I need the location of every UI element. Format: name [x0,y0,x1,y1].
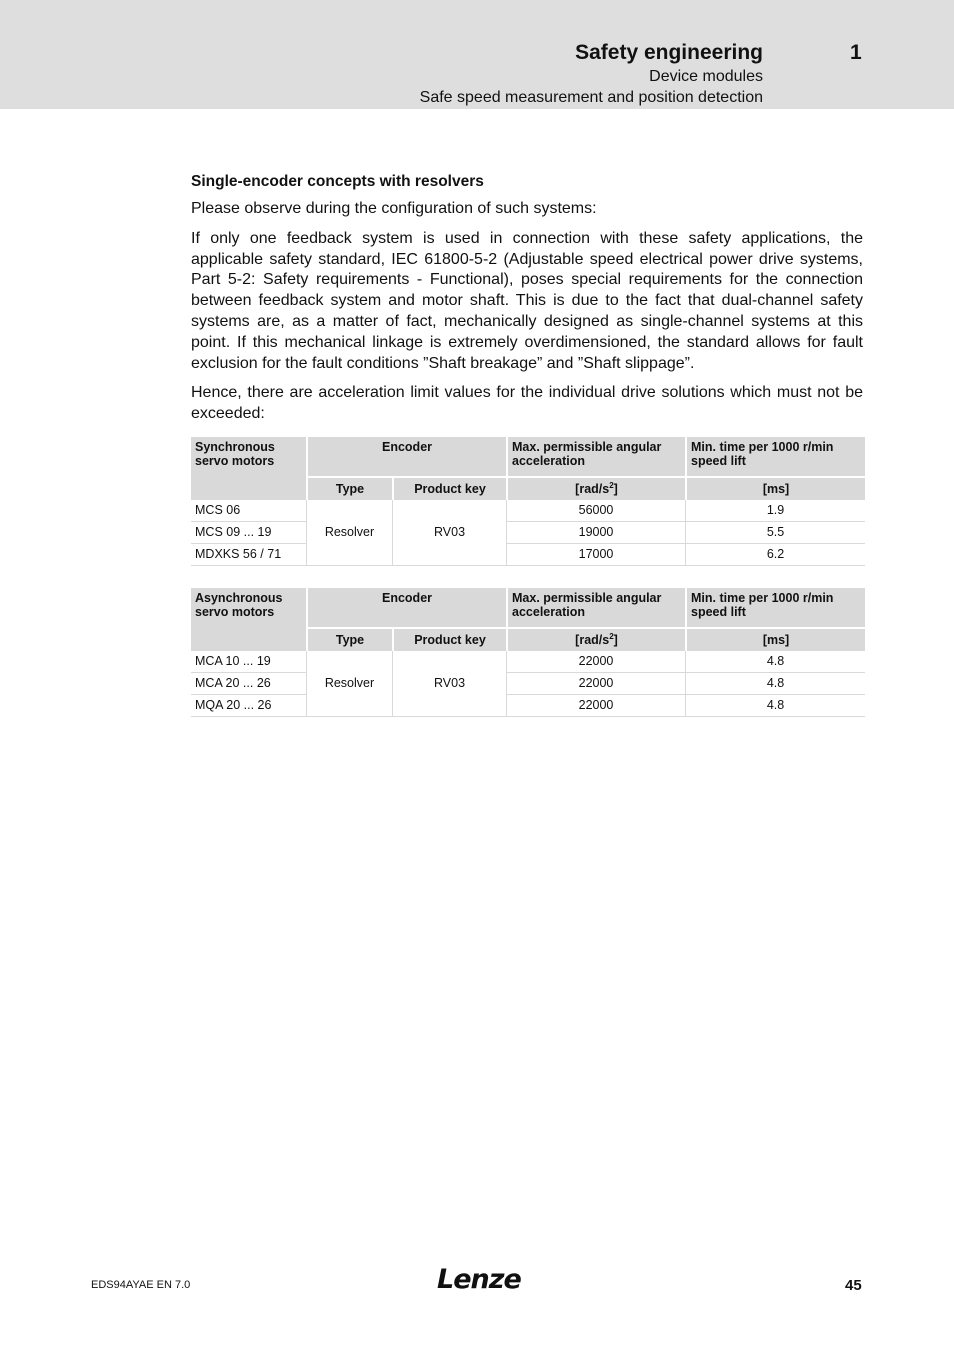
motor-cell: MDXKS 56 / 71 [191,544,306,566]
type-cell: Resolver [306,500,392,566]
time-cell: 4.8 [685,695,865,717]
product-key-header: Product key [392,627,506,651]
type-cell: Resolver [306,651,392,717]
table-row [191,500,865,522]
product-key-cell: RV03 [392,651,506,717]
encoder-header: Encoder [306,437,506,476]
motor-cell: MCS 09 ... 19 [191,522,306,544]
product-key-header: Product key [392,476,506,500]
table-row [191,651,865,673]
min-time-header: Min. time per 1000 r/min speed lift [685,437,865,476]
accel-cell: 22000 [506,673,685,695]
table-row [191,522,865,544]
time-cell: 6.2 [685,544,865,566]
encoder-header: Encoder [306,588,506,627]
time-unit-header: [ms] [685,627,865,651]
accel-unit-header: $[rad/s^2]$ [506,476,685,500]
table-row [191,544,865,566]
page-title: Safety engineering [575,41,763,64]
motor-cell: MCS 06 [191,500,306,522]
time-cell: 4.8 [685,651,865,673]
motor-column-header: Synchronous servo motors [191,437,306,500]
motor-column-header: Asynchronous servo motors [191,588,306,651]
synchronous-motor-table [191,437,865,566]
time-cell: 1.9 [685,500,865,522]
lenze-logo: Lenze [437,1264,521,1295]
accel-cell: 22000 [506,695,685,717]
chapter-number: 1 [850,41,862,64]
header-subtitle-2: Safe speed measurement and position detection [419,89,763,106]
min-time-header: Min. time per 1000 r/min speed lift [685,588,865,627]
time-cell: 5.5 [685,522,865,544]
accel-unit-header: $[rad/s^2]$ [506,627,685,651]
product-key-cell: RV03 [392,500,506,566]
document-id: EDS94AYAE EN 7.0 [91,1279,191,1291]
type-header: Type [306,476,392,500]
max-accel-header: Max. permissible angular acceleration [506,437,685,476]
accel-cell: 56000 [506,500,685,522]
time-cell: 4.8 [685,673,865,695]
time-unit-header: [ms] [685,476,865,500]
type-header: Type [306,627,392,651]
accel-cell: 22000 [506,651,685,673]
table-spacer [191,566,863,588]
accel-cell: 19000 [506,522,685,544]
conclusion-paragraph: Hence, there are acceleration limit values for the individual drive solutions which must not be exceeded: [191,384,863,423]
motor-cell: MCA 10 ... 19 [191,651,306,673]
intro-paragraph: Please observe during the configuration of such systems: [191,200,597,217]
table-row [191,673,865,695]
body-paragraph: If only one feedback system is used in connection with these safety applications, the applicable safety standard, IEC 61800-5-2 (Adjustable speed electrical power drive systems, Part 5-2: Safety requirements - Functional), poses special requirements for the connection between feedback system and motor shaft. This is due to the fact that dual-channel safety systems are, as a matter of fact, mechanically designed as single-channel systems at this point. If this mechanical linkage is extremely overdimensioned, the standard allows for fault exclusion for the fault conditions ”Shaft breakage” and ”Shaft slippage”. [191,229,863,372]
accel-cell: 17000 [506,544,685,566]
motor-cell: MQA 20 ... 26 [191,695,306,717]
section-heading: Single-encoder concepts with resolvers [191,173,484,190]
table-row [191,695,865,717]
header-subtitle-1: Device modules [649,68,763,85]
page-number: 45 [845,1277,862,1294]
asynchronous-motor-table [191,588,865,717]
motor-cell: MCA 20 ... 26 [191,673,306,695]
max-accel-header: Max. permissible angular acceleration [506,588,685,627]
main-content [191,172,863,717]
